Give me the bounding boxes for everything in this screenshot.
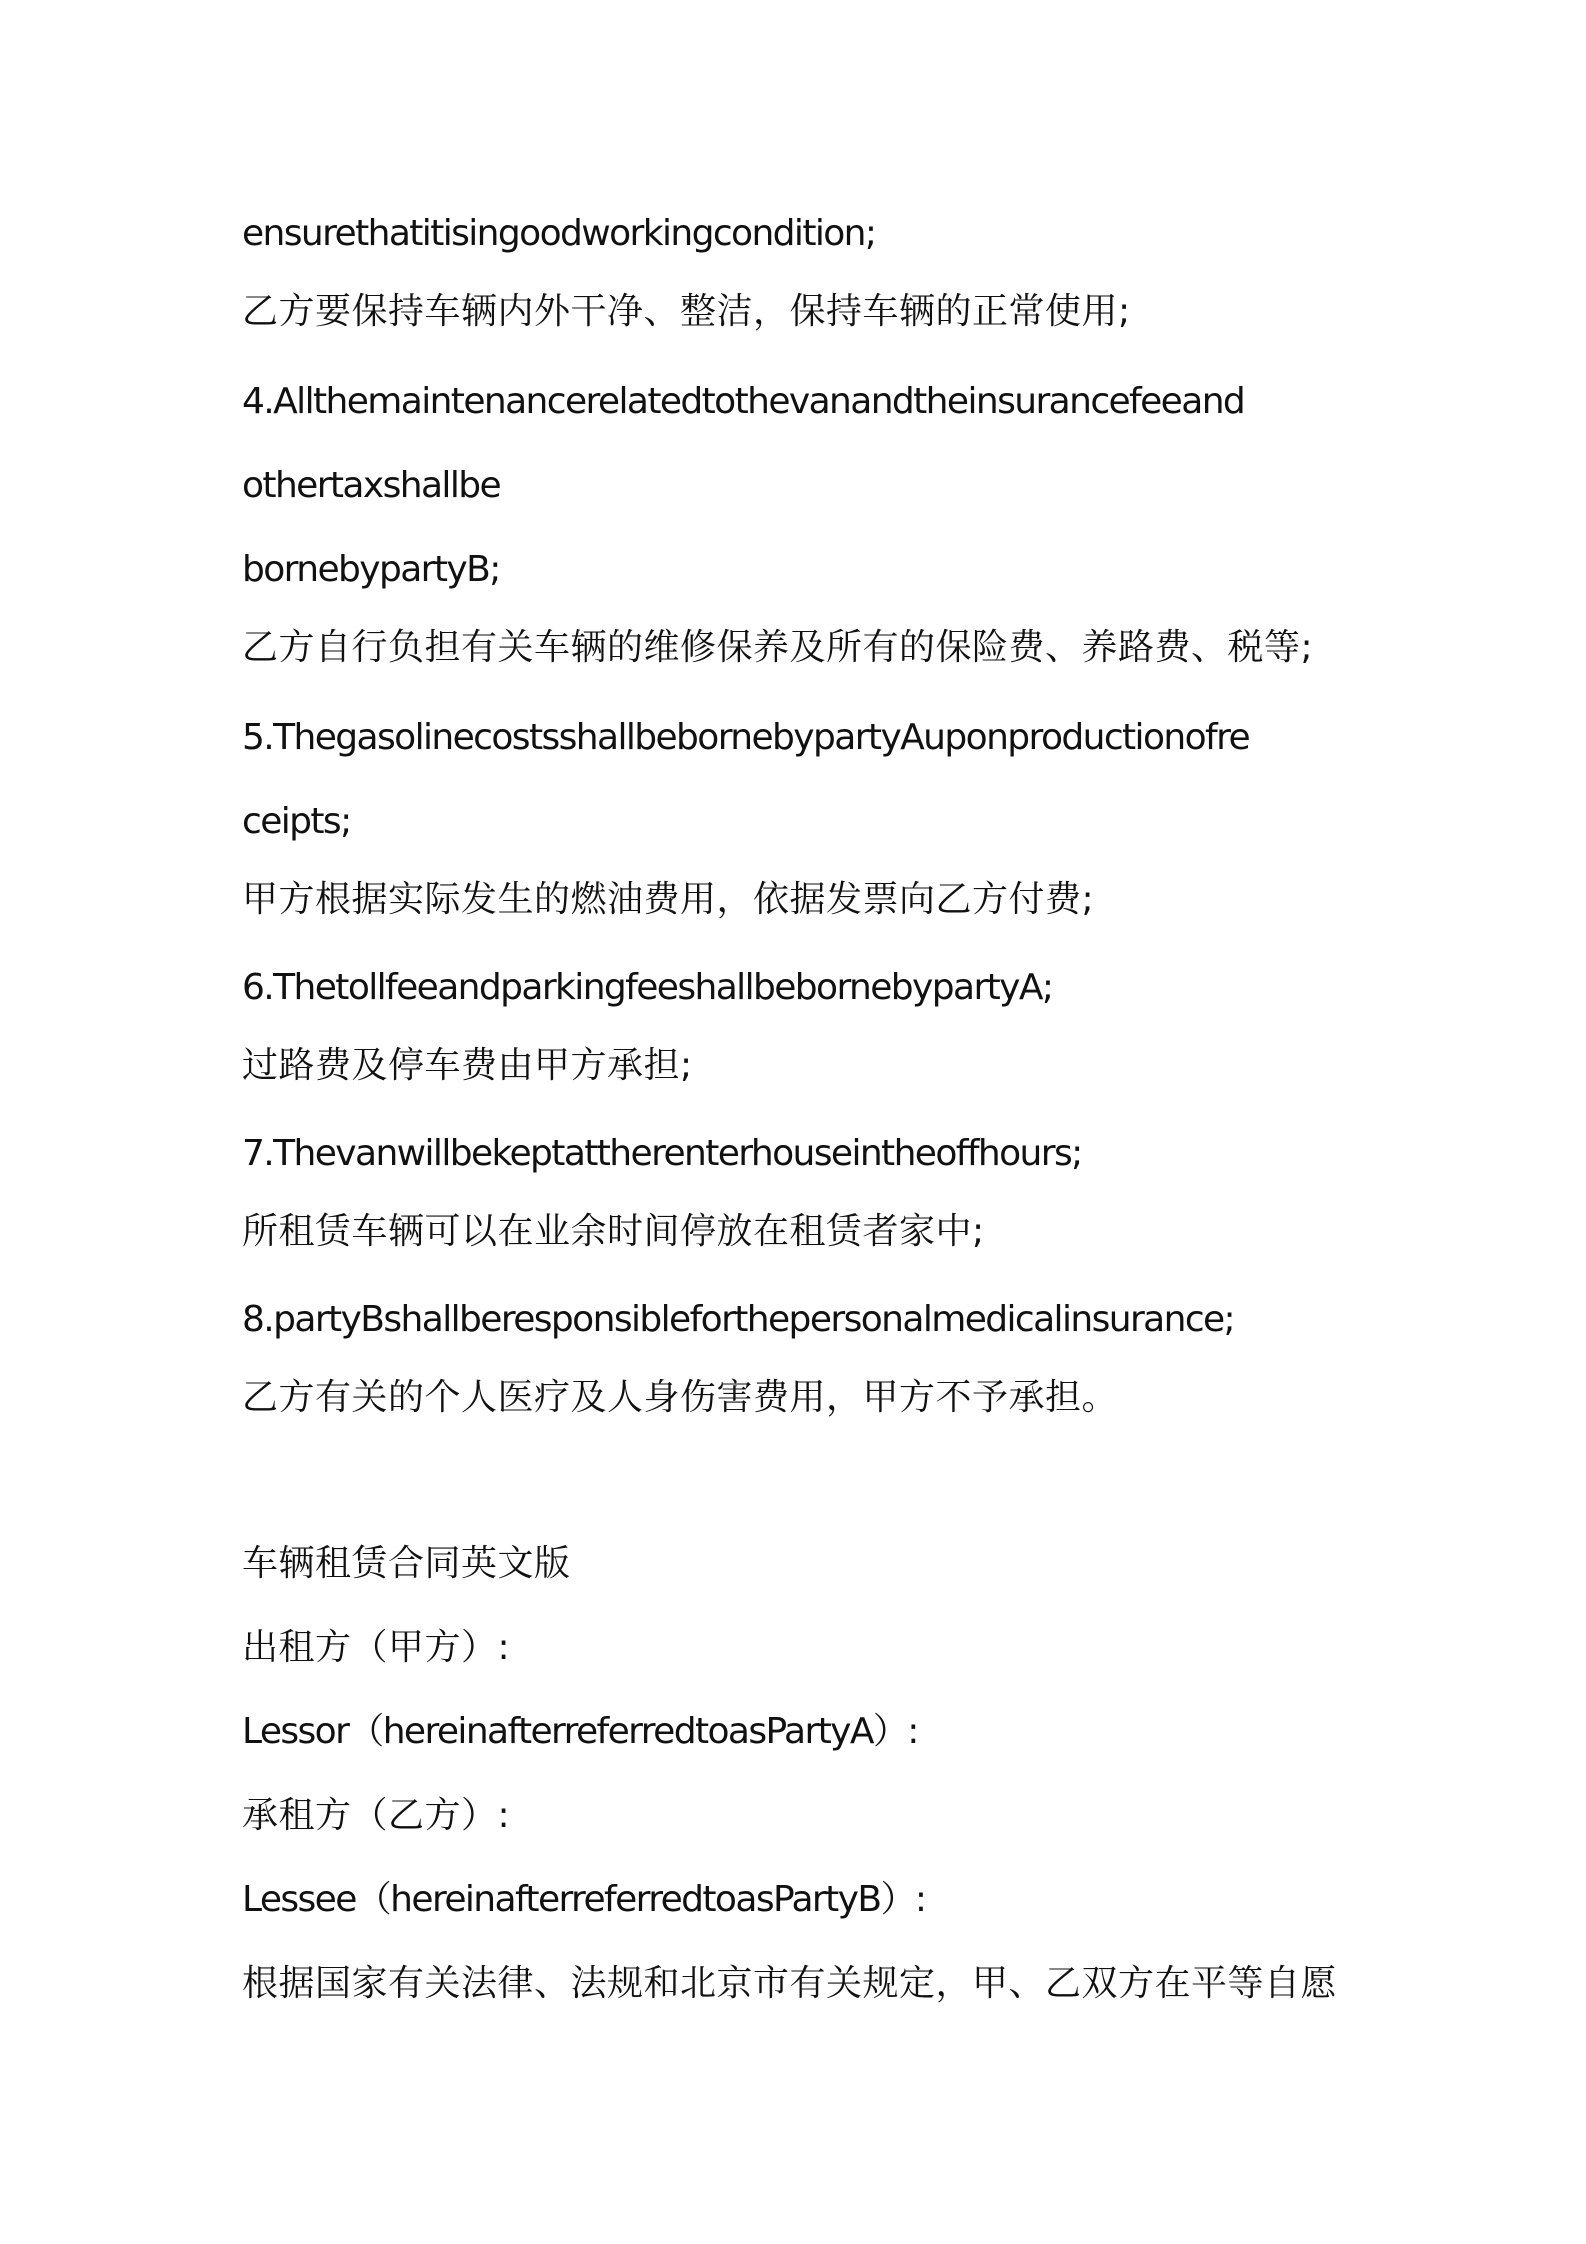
text-line-keep-clean-zh: 乙方要保持车辆内外干净、整洁，保持车辆的正常使用; (242, 291, 1131, 332)
text-line-clause-4-zh: 乙方自行负担有关车辆的维修保养及所有的保险费、养路费、税等; (242, 627, 1314, 668)
lessee-label-en: Lessee（hereinafterreferredtoasPartyB）: (242, 1879, 926, 1920)
text-line-clause-5-cont: ceipts; (242, 801, 351, 842)
text-line-clause-4-end: bornebypartyB; (242, 549, 500, 590)
text-line-clause-6: 6.ThetollfeeandparkingfeeshallbebornebypartyA; (242, 967, 1053, 1008)
text-line-condition: ensurethatitisingoodworkingcondition; (242, 213, 876, 254)
text-line-clause-5: 5.ThegasolinecostsshallbebornebypartyAuponproductionofre (242, 717, 1250, 758)
text-line-clause-8: 8.partyBshallberesponsibleforthepersonalmedicalinsurance; (242, 1299, 1235, 1340)
text-line-clause-5-zh: 甲方根据实际发生的燃油费用，依据发票向乙方付费; (242, 879, 1095, 920)
text-line-clause-6-zh: 过路费及停车费由甲方承担; (242, 1045, 693, 1086)
text-line-legal-basis: 根据国家有关法律、法规和北京市有关规定，甲、乙双方在平等自愿 (242, 1963, 1338, 2004)
text-line-clause-7: 7.Thevanwillbekeptattherenterhouseintheoffhours; (242, 1133, 1082, 1174)
lessee-label-zh: 承租方（乙方）: (242, 1795, 511, 1836)
text-line-clause-7-zh: 所租赁车辆可以在业余时间停放在租赁者家中; (242, 1211, 985, 1252)
text-line-clause-4: 4.Allthemaintenancerelatedtothevanandtheinsurancefeeand (242, 381, 1245, 422)
section-title: 车辆租赁合同英文版 (242, 1543, 571, 1584)
text-line-clause-4-cont: othertaxshallbe (242, 465, 501, 506)
lessor-label-zh: 出租方（甲方）: (242, 1627, 511, 1668)
text-line-clause-8-zh: 乙方有关的个人医疗及人身伤害费用，甲方不予承担。 (242, 1377, 1119, 1418)
lessor-label-en: Lessor（hereinafterreferredtoasPartyA）: (242, 1711, 918, 1752)
